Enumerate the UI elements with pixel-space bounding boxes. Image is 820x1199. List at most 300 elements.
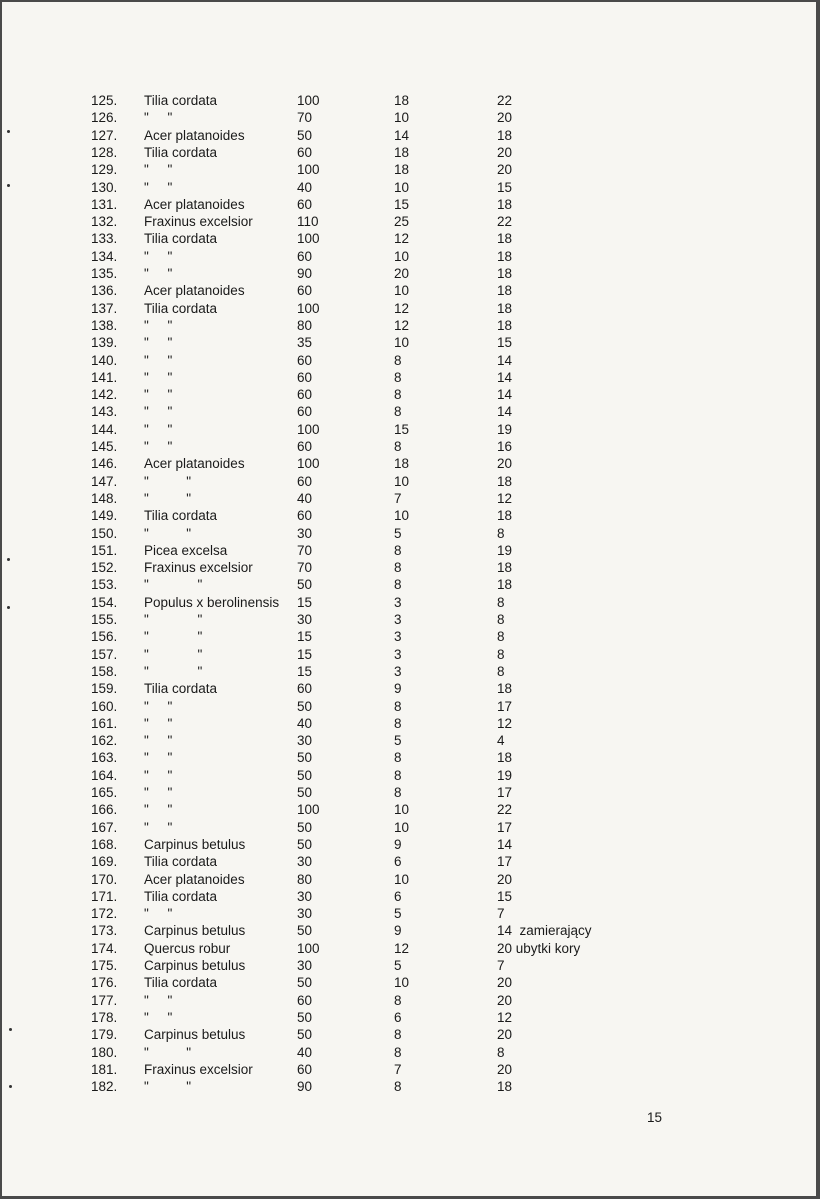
table-row <box>2 560 702 577</box>
species-name: Tilia cordata <box>144 93 218 108</box>
table-row <box>2 335 702 352</box>
value-3: 4 <box>497 733 505 749</box>
table-row <box>2 906 702 923</box>
row-number: 156. <box>91 629 118 645</box>
value-3: 7 <box>497 906 505 922</box>
species-name: Acer platanoides <box>144 196 245 212</box>
value-1: 60 <box>297 387 313 403</box>
table-row <box>2 837 702 854</box>
value-2: 10 <box>394 283 410 299</box>
table-row <box>2 318 702 335</box>
species-name: " " <box>144 750 173 766</box>
table-row <box>2 266 702 283</box>
row-number: 161. <box>91 715 118 731</box>
table-row <box>2 733 702 750</box>
species-name: Tilia cordata <box>144 854 218 870</box>
species-name: " " <box>144 733 173 749</box>
table-row <box>2 768 702 785</box>
species-name: " " <box>144 698 173 714</box>
value-1: 40 <box>297 715 313 731</box>
species-name: Tilia cordata <box>144 300 218 316</box>
species-name: Quercus robur <box>144 940 231 956</box>
table-row <box>2 439 702 456</box>
value-3: 18 <box>497 127 513 143</box>
species-name: " " <box>144 906 173 922</box>
row-number: 138. <box>91 317 118 333</box>
value-2: 3 <box>394 629 402 645</box>
value-3: 18 <box>497 577 513 593</box>
value-2: 8 <box>394 992 402 1008</box>
value-3: 22 <box>497 802 513 818</box>
species-name: Fraxinus excelsior <box>144 1061 253 1077</box>
value-2: 6 <box>394 854 402 870</box>
margin-mark <box>9 1085 12 1088</box>
row-number: 150. <box>91 525 118 541</box>
value-2: 10 <box>394 975 410 991</box>
species-name: " " <box>144 179 173 195</box>
value-3: 14 <box>497 369 513 385</box>
row-number: 166. <box>91 802 118 818</box>
table-row <box>2 1062 702 1079</box>
value-1: 110 <box>297 214 319 230</box>
table-row <box>2 180 702 197</box>
table-row <box>2 889 702 906</box>
table-row <box>2 647 702 664</box>
value-3: 18 <box>497 508 513 524</box>
row-number: 144. <box>91 421 118 437</box>
value-3: 22 <box>497 214 513 230</box>
margin-mark <box>7 558 10 561</box>
value-1: 50 <box>297 975 313 991</box>
value-2: 10 <box>394 508 410 524</box>
row-number: 170. <box>91 871 118 887</box>
species-name: " " <box>144 266 173 281</box>
table-row <box>2 231 702 248</box>
margin-mark <box>9 1028 12 1031</box>
row-number: 157. <box>91 646 118 662</box>
row-number: 173. <box>91 923 118 939</box>
table-row <box>2 854 702 871</box>
species-name: " " <box>144 802 173 818</box>
table-row <box>2 456 702 473</box>
table-row <box>2 283 702 300</box>
table-row <box>2 508 702 525</box>
species-name: " " <box>144 404 173 420</box>
value-1: 50 <box>297 767 313 783</box>
table-row <box>2 543 702 560</box>
value-3: 19 <box>497 542 513 558</box>
species-name: Carpinus betulus <box>144 923 246 939</box>
row-number: 127. <box>91 127 118 143</box>
margin-mark <box>7 606 10 609</box>
species-name: Tilia cordata <box>144 508 218 524</box>
value-3: 20 <box>497 456 513 472</box>
value-1: 60 <box>297 196 313 212</box>
value-1: 30 <box>297 888 313 904</box>
value-2: 8 <box>394 560 402 576</box>
value-2: 10 <box>394 335 410 351</box>
species-name: Fraxinus excelsior <box>144 560 253 576</box>
value-1: 30 <box>297 525 313 541</box>
row-number: 154. <box>91 594 118 610</box>
value-1: 60 <box>297 681 313 697</box>
table-row <box>2 93 702 110</box>
row-number: 125. <box>91 93 118 108</box>
row-number: 160. <box>91 698 118 714</box>
row-number: 168. <box>91 836 118 852</box>
value-3: 14 <box>497 836 513 852</box>
value-3: 8 <box>497 629 505 645</box>
species-name: " " <box>144 1009 173 1025</box>
value-1: 50 <box>297 127 313 143</box>
value-3: 14 <box>497 352 513 368</box>
value-2: 8 <box>394 542 402 558</box>
row-number: 126. <box>91 110 118 126</box>
row-number: 139. <box>91 335 118 351</box>
table-row <box>2 785 702 802</box>
row-number: 151. <box>91 542 118 558</box>
table-row <box>2 387 702 404</box>
row-number: 155. <box>91 612 118 627</box>
row-number: 167. <box>91 819 118 835</box>
species-name: Acer platanoides <box>144 283 245 299</box>
table-row <box>2 1010 702 1027</box>
value-2: 10 <box>394 819 410 835</box>
value-1: 100 <box>297 162 320 178</box>
value-1: 15 <box>297 663 313 679</box>
value-3: 17 <box>497 819 513 835</box>
row-number: 128. <box>91 144 118 160</box>
value-1: 60 <box>297 144 313 160</box>
table-row <box>2 1027 702 1044</box>
value-2: 7 <box>394 1061 402 1077</box>
row-number: 180. <box>91 1044 118 1060</box>
table-row <box>2 872 702 889</box>
row-number: 152. <box>91 560 118 576</box>
value-2: 8 <box>394 767 402 783</box>
table-row <box>2 422 702 439</box>
species-name: " " <box>144 577 203 593</box>
value-3: 14 <box>497 387 513 403</box>
value-2: 6 <box>394 888 402 904</box>
value-1: 100 <box>297 456 320 472</box>
species-name: Acer platanoides <box>144 871 245 887</box>
table-row <box>2 699 702 716</box>
species-name: Populus x berolinensis <box>144 594 280 610</box>
species-name: " " <box>144 663 203 679</box>
table-row <box>2 128 702 145</box>
row-number: 171. <box>91 888 118 904</box>
row-number: 131. <box>91 196 118 212</box>
species-name: " " <box>144 525 192 541</box>
value-3: 8 <box>497 612 505 627</box>
value-1: 70 <box>297 110 313 126</box>
value-1: 35 <box>297 335 313 351</box>
table-row <box>2 249 702 266</box>
value-1: 90 <box>297 266 313 281</box>
value-3: 16 <box>497 439 513 454</box>
value-1: 60 <box>297 439 313 454</box>
row-number: 130. <box>91 179 118 195</box>
value-3: 19 <box>497 767 513 783</box>
species-name: " " <box>144 1044 192 1060</box>
value-2: 10 <box>394 802 410 818</box>
row-number: 178. <box>91 1009 118 1025</box>
table-row <box>2 612 702 629</box>
table-row <box>2 975 702 992</box>
value-3: 17 <box>497 785 513 800</box>
value-1: 40 <box>297 490 313 506</box>
table-row <box>2 474 702 491</box>
value-2: 3 <box>394 646 402 662</box>
row-number: 148. <box>91 490 118 506</box>
value-3: 18 <box>497 473 513 489</box>
value-3: 8 <box>497 646 505 662</box>
value-3: 12 <box>497 1009 513 1025</box>
value-2: 8 <box>394 750 402 766</box>
value-2: 18 <box>394 162 410 178</box>
table-row <box>2 491 702 508</box>
row-number: 162. <box>91 733 118 749</box>
value-1: 50 <box>297 698 313 714</box>
species-name: " " <box>144 646 203 662</box>
value-3: 7 <box>497 958 505 973</box>
value-1: 70 <box>297 542 313 558</box>
value-1: 60 <box>297 352 313 368</box>
species-name: Carpinus betulus <box>144 958 246 973</box>
table-row <box>2 577 702 594</box>
value-1: 15 <box>297 646 313 662</box>
value-2: 14 <box>394 127 410 143</box>
value-3: 8 <box>497 525 505 541</box>
table-row <box>2 526 702 543</box>
value-1: 40 <box>297 179 313 195</box>
value-2: 8 <box>394 1027 402 1043</box>
row-number: 141. <box>91 369 118 385</box>
species-name: " " <box>144 715 173 731</box>
species-name: " " <box>144 335 173 351</box>
value-3: 20 <box>497 162 513 178</box>
row-number: 142. <box>91 387 118 403</box>
species-name: " " <box>144 110 173 126</box>
value-3: 20 <box>497 975 513 991</box>
value-2: 5 <box>394 906 402 922</box>
value-3: 15 <box>497 179 513 195</box>
value-3: 12 <box>497 490 513 506</box>
value-1: 100 <box>297 93 320 108</box>
value-3: 18 <box>497 681 513 697</box>
value-1: 30 <box>297 854 313 870</box>
species-name: " " <box>144 992 173 1008</box>
value-1: 100 <box>297 300 320 316</box>
value-2: 18 <box>394 93 410 108</box>
value-1: 50 <box>297 1027 313 1043</box>
row-number: 143. <box>91 404 118 420</box>
value-2: 15 <box>394 421 410 437</box>
value-1: 30 <box>297 958 313 973</box>
value-3: 20 <box>497 1027 513 1043</box>
row-number: 134. <box>91 248 118 264</box>
value-3: 18 <box>497 560 513 576</box>
value-2: 8 <box>394 1079 402 1095</box>
species-name: Picea excelsa <box>144 542 228 558</box>
value-2: 12 <box>394 300 410 316</box>
value-3: 20 <box>497 110 513 126</box>
table-row <box>2 595 702 612</box>
table-row <box>2 301 702 318</box>
species-name: " " <box>144 421 173 437</box>
value-2: 10 <box>394 248 410 264</box>
species-name: " " <box>144 369 173 385</box>
species-name: Fraxinus excelsior <box>144 214 253 230</box>
row-number: 169. <box>91 854 118 870</box>
margin-mark <box>7 130 10 133</box>
species-name: " " <box>144 767 173 783</box>
table-row <box>2 958 702 975</box>
value-1: 100 <box>297 802 320 818</box>
value-2: 7 <box>394 490 402 506</box>
value-1: 70 <box>297 560 313 576</box>
value-2: 12 <box>394 940 410 956</box>
value-1: 80 <box>297 317 313 333</box>
row-number: 174. <box>91 940 118 956</box>
value-3: 8 <box>497 594 505 610</box>
value-3: 20 <box>497 871 513 887</box>
table-row <box>2 941 702 958</box>
value-2: 12 <box>394 231 410 247</box>
species-name: " " <box>144 819 173 835</box>
value-1: 15 <box>297 594 313 610</box>
species-name: " " <box>144 162 173 178</box>
value-3: 15 <box>497 335 513 351</box>
row-number: 136. <box>91 283 118 299</box>
table-row <box>2 820 702 837</box>
species-name: " " <box>144 387 173 403</box>
table-row <box>2 197 702 214</box>
species-name: " " <box>144 490 192 506</box>
value-2: 3 <box>394 663 402 679</box>
row-number: 135. <box>91 266 118 281</box>
row-number: 165. <box>91 785 118 800</box>
row-number: 163. <box>91 750 118 766</box>
row-number: 172. <box>91 906 118 922</box>
value-2: 5 <box>394 958 402 973</box>
value-1: 50 <box>297 785 313 800</box>
table-row <box>2 750 702 767</box>
value-1: 100 <box>297 421 320 437</box>
value-1: 50 <box>297 1009 313 1025</box>
row-number: 147. <box>91 473 118 489</box>
value-2: 10 <box>394 110 410 126</box>
species-name: Carpinus betulus <box>144 1027 246 1043</box>
value-3: 18 <box>497 266 513 281</box>
value-3: 20 <box>497 992 513 1008</box>
row-number: 149. <box>91 508 118 524</box>
row-number: 137. <box>91 300 118 316</box>
value-1: 60 <box>297 404 313 420</box>
row-number: 132. <box>91 214 118 230</box>
value-3: 17 <box>497 854 513 870</box>
value-1: 50 <box>297 923 313 939</box>
value-3: 18 <box>497 750 513 766</box>
species-name: Acer platanoides <box>144 456 245 472</box>
value-2: 3 <box>394 594 402 610</box>
table-row <box>2 716 702 733</box>
page-number: 15 <box>647 1110 663 1125</box>
value-2: 18 <box>394 144 410 160</box>
value-2: 9 <box>394 923 402 939</box>
table-row <box>2 993 702 1010</box>
species-name: Carpinus betulus <box>144 836 246 852</box>
value-1: 60 <box>297 992 313 1008</box>
table-row <box>2 923 702 940</box>
value-3: 18 <box>497 231 513 247</box>
value-3: 12 <box>497 715 513 731</box>
value-2: 8 <box>394 715 402 731</box>
value-1: 60 <box>297 473 313 489</box>
value-1: 50 <box>297 577 313 593</box>
species-name: " " <box>144 248 173 264</box>
value-2: 3 <box>394 612 402 627</box>
value-1: 30 <box>297 733 313 749</box>
value-2: 8 <box>394 369 402 385</box>
species-name: Tilia cordata <box>144 888 218 904</box>
document-page <box>2 2 816 1196</box>
value-3: 15 <box>497 888 513 904</box>
value-3: 18 <box>497 300 513 316</box>
value-3: 20 <box>497 1061 513 1077</box>
value-3: 8 <box>497 1044 505 1060</box>
value-2: 25 <box>394 214 410 230</box>
value-1: 30 <box>297 906 313 922</box>
value-2: 20 <box>394 266 410 281</box>
species-name: " " <box>144 473 192 489</box>
table-row <box>2 664 702 681</box>
value-1: 30 <box>297 612 313 627</box>
value-2: 5 <box>394 525 402 541</box>
value-3: 14 <box>497 404 513 420</box>
value-1: 100 <box>297 231 320 247</box>
table-row <box>2 110 702 127</box>
value-3: 18 <box>497 1079 513 1095</box>
table-row <box>2 214 702 231</box>
row-number: 129. <box>91 162 118 178</box>
species-name: " " <box>144 352 173 368</box>
margin-mark <box>7 184 10 187</box>
species-name: Tilia cordata <box>144 681 218 697</box>
value-3: 22 <box>497 93 513 108</box>
row-number: 179. <box>91 1027 118 1043</box>
table-row <box>2 145 702 162</box>
row-number: 153. <box>91 577 118 593</box>
value-2: 9 <box>394 836 402 852</box>
value-2: 8 <box>394 785 402 800</box>
row-number: 140. <box>91 352 118 368</box>
species-name: " " <box>144 629 203 645</box>
table-row <box>2 802 702 819</box>
value-3: 20 ubytki kory <box>497 940 581 956</box>
value-2: 18 <box>394 456 410 472</box>
table-row <box>2 681 702 698</box>
value-1: 60 <box>297 283 313 299</box>
row-number: 133. <box>91 231 118 247</box>
species-name: " " <box>144 317 173 333</box>
row-number: 164. <box>91 767 118 783</box>
value-2: 12 <box>394 317 410 333</box>
row-number: 181. <box>91 1061 118 1077</box>
table-row <box>2 629 702 646</box>
row-number: 177. <box>91 992 118 1008</box>
